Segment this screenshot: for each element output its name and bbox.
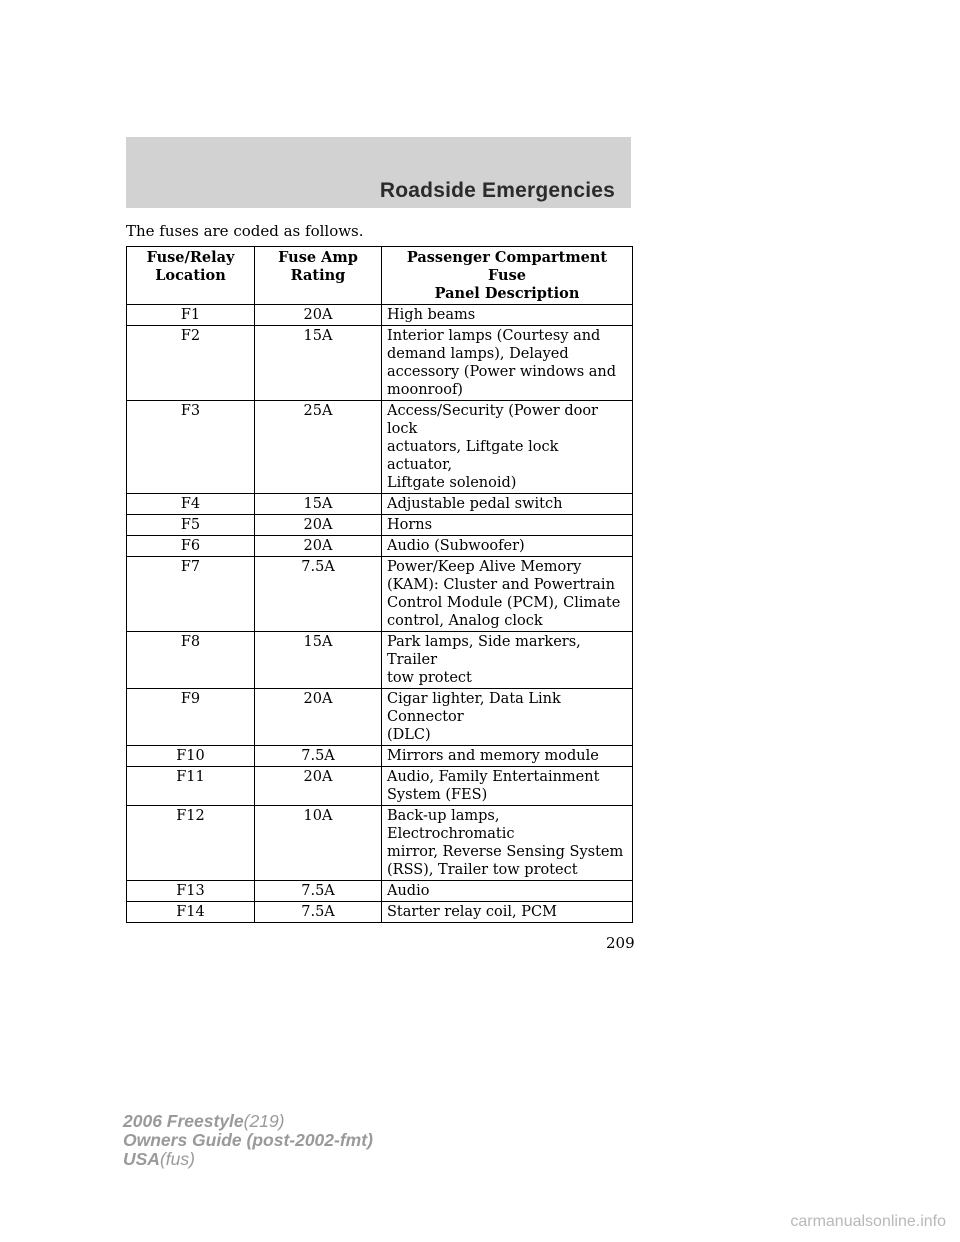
footer-market-code: (fus) [159,1149,195,1169]
fuse-rating-cell: 7.5A [255,746,382,767]
fuse-location-cell: F10 [127,746,255,767]
description-line: Back-up lamps, Electrochromatic [387,808,515,842]
fuse-rating-cell: 15A [255,632,382,689]
table-row [127,515,633,536]
fuse-description-cell [382,632,633,689]
fuse-rating-cell: 20A [255,536,382,557]
description-line: mirror, Reverse Sensing System [387,844,624,860]
footer-line-3 [123,1150,373,1169]
fuse-location-cell: F3 [127,401,255,494]
fuse-table-body [127,305,633,923]
description-line: (RSS), Trailer tow protect [387,862,578,878]
description-line: Starter relay coil, PCM [387,904,557,920]
fuse-table [126,246,633,923]
table-header-row [127,247,633,305]
column-header-line: Fuse Amp [278,249,358,266]
table-row [127,689,633,746]
description-line: System (FES) [387,787,488,803]
document-footer [123,1112,373,1169]
fuse-rating-cell: 20A [255,689,382,746]
table-row [127,326,633,401]
footer-market: USA [123,1149,160,1169]
description-line: Cigar lighter, Data Link Connector [387,691,561,725]
description-line: demand lamps), Delayed [387,346,569,362]
watermark: carmanualsonline.info [790,1213,946,1230]
intro-text: The fuses are coded as follows. [126,222,364,240]
footer-line-2 [123,1131,373,1150]
description-line: Liftgate solenoid) [387,475,517,491]
description-line: Access/Security (Power door lock [387,403,598,437]
page-number: 209 [606,934,635,952]
fuse-location-cell: F5 [127,515,255,536]
section-header-band [126,137,631,208]
fuse-description-cell [382,902,633,923]
fuse-rating-cell: 15A [255,494,382,515]
description-line: Audio [387,883,430,899]
fuse-location-cell: F14 [127,902,255,923]
fuse-location-cell: F11 [127,767,255,806]
column-header-location [127,247,255,305]
description-line: tow protect [387,670,472,686]
footer-model-code: (219) [243,1111,285,1131]
fuse-rating-cell: 25A [255,401,382,494]
fuse-location-cell: F7 [127,557,255,632]
column-header-description [382,247,633,305]
table-row [127,536,633,557]
fuse-description-cell [382,326,633,401]
column-header-line: Passenger Compartment Fuse [406,249,608,284]
fuse-location-cell: F4 [127,494,255,515]
footer-guide-name: Owners Guide (post-2002-fmt) [123,1130,373,1150]
table-row [127,632,633,689]
description-line: Park lamps, Side markers, Trailer [387,634,581,668]
fuse-description-cell [382,536,633,557]
fuse-rating-cell: 7.5A [255,902,382,923]
table-row [127,881,633,902]
description-line: accessory (Power windows and [387,364,617,380]
footer-line-1 [123,1112,373,1131]
fuse-rating-cell: 7.5A [255,881,382,902]
fuse-description-cell [382,515,633,536]
description-line: actuators, Liftgate lock actuator, [387,439,559,473]
fuse-description-cell [382,881,633,902]
table-row [127,902,633,923]
description-line: Adjustable pedal switch [387,496,563,512]
description-line: Interior lamps (Courtesy and [387,328,601,344]
fuse-location-cell: F1 [127,305,255,326]
fuse-description-cell [382,494,633,515]
section-title: Roadside Emergencies [379,179,615,202]
table-row [127,401,633,494]
column-header-rating [255,247,382,305]
description-line: High beams [387,307,476,323]
fuse-location-cell: F6 [127,536,255,557]
fuse-rating-cell: 20A [255,515,382,536]
fuse-location-cell: F9 [127,689,255,746]
column-header-line: Panel Description [434,285,580,302]
fuse-rating-cell: 20A [255,305,382,326]
fuse-description-cell [382,806,633,881]
table-row [127,557,633,632]
fuse-rating-cell: 15A [255,326,382,401]
fuse-location-cell: F2 [127,326,255,401]
description-line: control, Analog clock [387,613,543,629]
description-line: Control Module (PCM), Climate [387,595,621,611]
fuse-location-cell: F8 [127,632,255,689]
column-header-line: Fuse/Relay [146,249,235,266]
fuse-description-cell [382,689,633,746]
fuse-rating-cell: 7.5A [255,557,382,632]
description-line: Audio (Subwoofer) [387,538,525,554]
column-header-line: Rating [290,267,346,284]
footer-model: 2006 Freestyle [123,1111,244,1131]
table-row [127,746,633,767]
table-row [127,767,633,806]
description-line: (KAM): Cluster and Powertrain [387,577,615,593]
description-line: Power/Keep Alive Memory [387,559,582,575]
description-line: Mirrors and memory module [387,748,599,764]
description-line: Audio, Family Entertainment [387,769,600,785]
fuse-description-cell [382,305,633,326]
fuse-location-cell: F12 [127,806,255,881]
table-row [127,494,633,515]
table-row [127,305,633,326]
fuse-rating-cell: 20A [255,767,382,806]
description-line: moonroof) [387,382,463,398]
fuse-description-cell [382,557,633,632]
fuse-description-cell [382,401,633,494]
description-line: (DLC) [387,727,431,743]
table-row [127,806,633,881]
description-line: Horns [387,517,433,533]
fuse-location-cell: F13 [127,881,255,902]
fuse-description-cell [382,746,633,767]
column-header-line: Location [155,267,226,284]
fuse-description-cell [382,767,633,806]
fuse-rating-cell: 10A [255,806,382,881]
